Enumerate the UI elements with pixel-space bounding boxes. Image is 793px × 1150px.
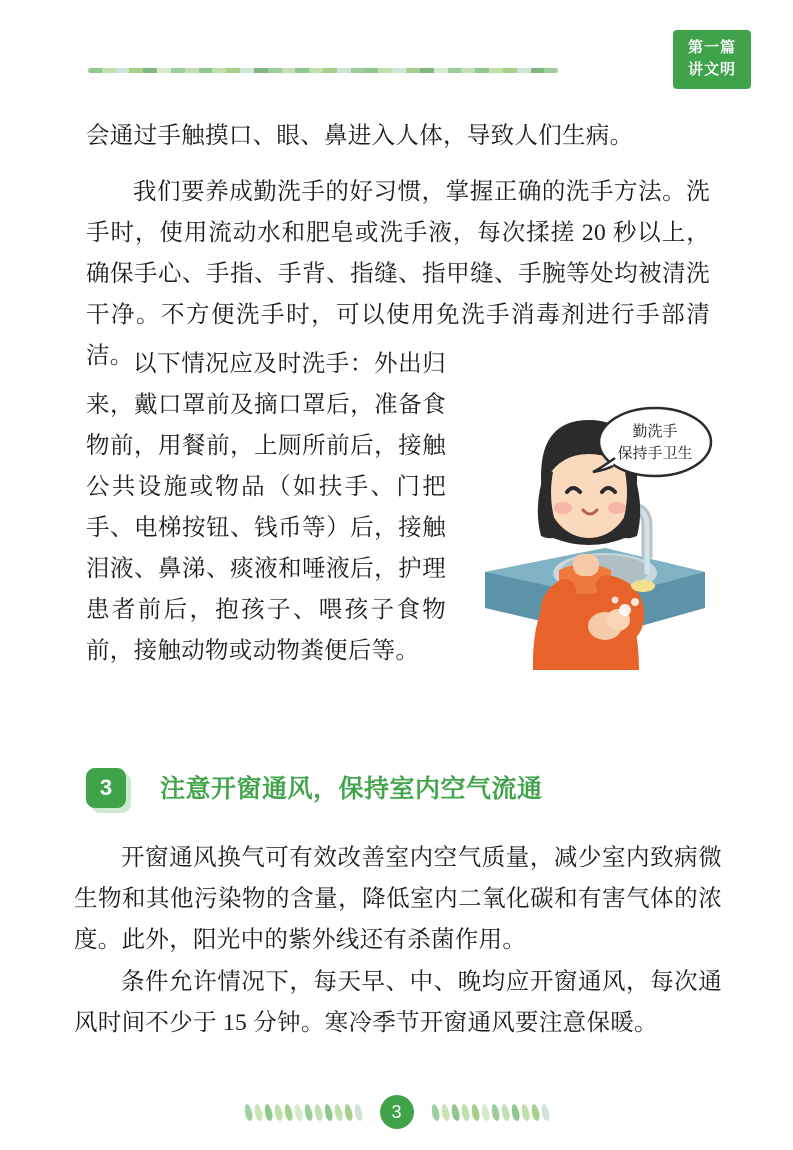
rule-segment <box>171 68 185 73</box>
leaf-icon <box>510 1103 520 1121</box>
leaf-icon <box>540 1103 550 1121</box>
rule-segment <box>185 68 199 73</box>
rule-segment <box>102 68 116 73</box>
leaf-icon <box>253 1103 263 1121</box>
paragraph-ventilation-schedule: 条件允许情况下，每天早、中、晚均应开窗通风，每次通风时间不少于 15 分钟。寒冷季节开窗通风要注意保暖。 <box>74 969 722 1036</box>
rule-segment <box>337 68 351 73</box>
rule-segment <box>448 68 462 73</box>
rule-segment <box>351 68 365 73</box>
footer-leaves-left <box>245 1102 362 1122</box>
rule-segment <box>143 68 157 73</box>
rule-segment <box>544 68 558 73</box>
page-number: 3 <box>380 1095 414 1129</box>
rule-segment <box>461 68 475 73</box>
rule-segment <box>212 68 226 73</box>
rule-segment <box>254 68 268 73</box>
leaf-icon <box>440 1103 450 1121</box>
rule-segment <box>323 68 337 73</box>
rule-segment <box>392 68 406 73</box>
section-title: 注意开窗通风，保持室内空气流通 <box>160 775 543 803</box>
speech-bubble-line2: 保持手卫生 <box>617 445 693 462</box>
section-number-badge: 3 <box>86 768 126 808</box>
rule-segment <box>434 68 448 73</box>
leaf-icon <box>263 1103 273 1121</box>
leaf-icon <box>530 1103 540 1121</box>
chapter-tab-line1: 第一篇 <box>687 39 736 56</box>
rule-segment <box>378 68 392 73</box>
rule-segment <box>226 68 240 73</box>
speech-bubble-line1: 勤洗手 <box>632 423 678 440</box>
leaf-icon <box>343 1103 353 1121</box>
lead-paragraph: 会通过手触摸口、眼、鼻进入人体，导致人们生病。 <box>86 123 634 149</box>
page-footer <box>0 1092 793 1132</box>
leaf-icon <box>313 1103 323 1121</box>
rule-segment <box>503 68 517 73</box>
leaf-icon <box>490 1103 500 1121</box>
rule-segment <box>240 68 254 73</box>
rule-segment <box>406 68 420 73</box>
leaf-icon <box>470 1103 480 1121</box>
leaf-icon <box>460 1103 470 1121</box>
leaf-icon <box>450 1103 460 1121</box>
rule-segment <box>420 68 434 73</box>
rule-segment <box>88 68 102 73</box>
leaf-icon <box>430 1103 440 1121</box>
leaf-icon <box>293 1103 303 1121</box>
leaf-icon <box>303 1103 313 1121</box>
leaf-icon <box>273 1103 283 1121</box>
rule-segment <box>282 68 296 73</box>
rule-segment <box>295 68 309 73</box>
paragraph-when-to-wash: 以下情况应及时洗手：外出归来，戴口罩前及摘口罩后，准备食物前，用餐前，上厕所前后，接触公共设施或物品（如扶手、门把手、电梯按钮、钱币等）后，接触泪液、鼻涕、痰液和唾液后，护理患者前后，抱孩子、喂孩子食物前，接触动物或动物粪便后等。 <box>86 351 446 664</box>
rule-segment <box>268 68 282 73</box>
section-heading <box>86 768 710 814</box>
rule-segment <box>489 68 503 73</box>
leaf-icon <box>353 1103 363 1121</box>
paragraph-handwashing-method: 我们要养成勤洗手的好习惯，掌握正确的洗手方法。洗手时，使用流动水和肥皂或洗手液，每次揉搓 20 秒以上，确保手心、手指、手背、指缝、指甲缝、手腕等处均被清洗干净。不方便洗手时，可以使用免洗手消毒剂进行手部清洁。 <box>86 179 710 369</box>
footer-leaves-right <box>432 1102 549 1122</box>
rule-segment <box>531 68 545 73</box>
leaf-icon <box>283 1103 293 1121</box>
leaf-icon <box>323 1103 333 1121</box>
rule-segment <box>199 68 213 73</box>
rule-segment <box>157 68 171 73</box>
rule-segment <box>475 68 489 73</box>
girl-washing-hands-illustration <box>455 358 717 670</box>
leaf-icon <box>500 1103 510 1121</box>
leaf-icon <box>520 1103 530 1121</box>
rule-segment <box>517 68 531 73</box>
rule-segment <box>116 68 130 73</box>
rule-segment <box>129 68 143 73</box>
chapter-tab-line2: 讲文明 <box>687 61 736 78</box>
header-divider-rule <box>88 68 558 73</box>
leaf-icon <box>480 1103 490 1121</box>
chapter-tab <box>673 30 751 89</box>
leaf-icon <box>333 1103 343 1121</box>
leaf-icon <box>243 1103 253 1121</box>
rule-segment <box>365 68 379 73</box>
paragraph-ventilation-benefits: 开窗通风换气可有效改善室内空气质量，减少室内致病微生物和其他污染物的含量，降低室内二氧化碳和有害气体的浓度。此外，阳光中的紫外线还有杀菌作用。 <box>74 845 722 953</box>
rule-segment <box>309 68 323 73</box>
